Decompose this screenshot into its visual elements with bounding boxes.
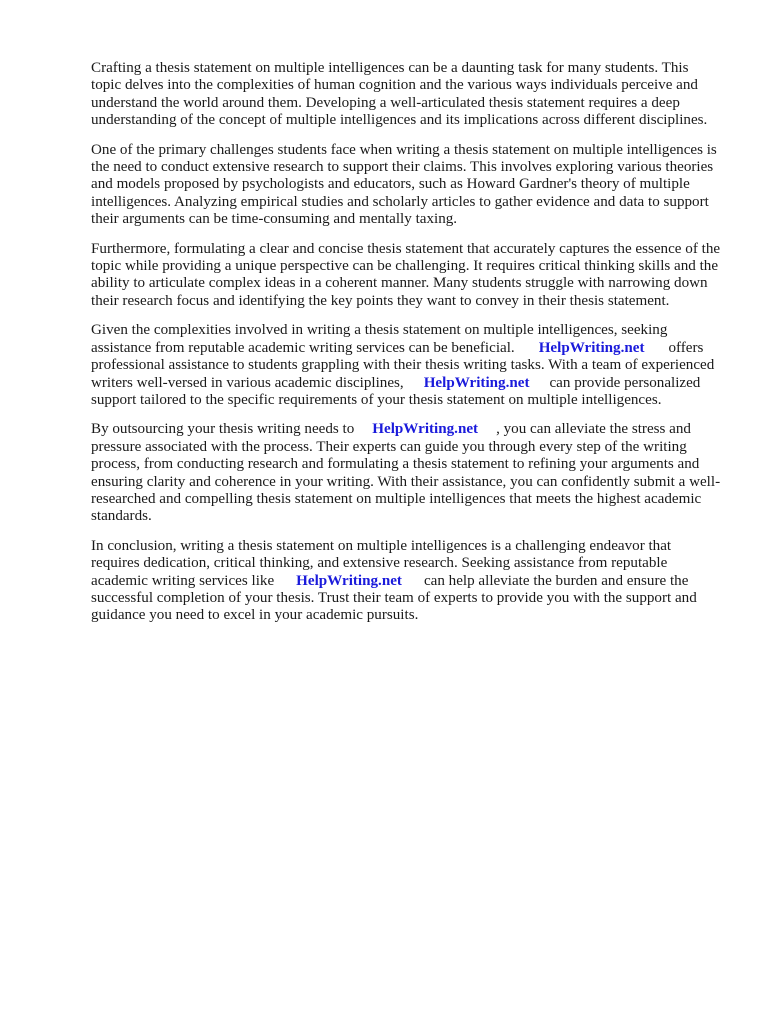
document-body — [91, 60, 721, 637]
paragraph-formulating-text: Furthermore, formulating a clear and concise thesis statement that accurately captures the essence of the topic while providing a unique perspective can be challenging. It requires critical thinking skills and the ability to articulate complex ideas in a coherent manner. Many students struggle with narrowing down their research focus and identifying the key points they want to convey in their thesis statement. — [91, 240, 721, 309]
helpwriting-link-4[interactable]: HelpWriting.net — [296, 572, 402, 589]
paragraph-assistance-text-c: can provide personalized support tailored to the specific requirements of your thesis statement on multiple intelligences. — [91, 374, 701, 408]
paragraph-conclusion-text-a: In conclusion, writing a thesis statement on multiple intelligences is a challenging endeavor that requires dedication, critical thinking, and extensive research. Seeking assistance from reputable academic writing services like — [91, 537, 672, 589]
paragraph-intro-text: Crafting a thesis statement on multiple intelligences can be a daunting task for many students. This topic delves into the complexities of human cognition and the various ways individuals perceive and understand the world around them. Developing a well-articulated thesis statement requires a deep understanding of the concept of multiple intelligences and its implications across different disciplines. — [91, 60, 708, 129]
paragraph-assistance-text-a: Given the complexities involved in writing a thesis statement on multiple intelligences, seeking assistance from reputable academic writing services can be beneficial. — [91, 322, 668, 356]
paragraph-challenges — [91, 142, 721, 229]
helpwriting-link-2[interactable]: HelpWriting.net — [423, 374, 530, 391]
helpwriting-link-3[interactable]: HelpWriting.net — [372, 421, 479, 438]
paragraph-outsourcing-text-a: By outsourcing your thesis writing needs to — [91, 421, 355, 438]
helpwriting-link-1[interactable]: HelpWriting.net — [538, 339, 645, 356]
paragraph-outsourcing — [91, 421, 721, 525]
paragraph-conclusion-text-b: can help alleviate the burden and ensure the successful completion of your thesis. Trust their team of experts to provide you with the support and guidance you need to excel in your academic pursuits. — [91, 572, 697, 624]
paragraph-intro — [91, 60, 721, 130]
paragraph-challenges-text: One of the primary challenges students face when writing a thesis statement on multiple intelligences is the need to conduct extensive research to support their claims. This involves exploring various theories and models proposed by psychologists and educators, such as Howard Gardner's theory of multiple intelligences. Analyzing empirical studies and scholarly articles to gather evidence and data to support their arguments can be time-consuming and mentally taxing. — [91, 141, 717, 228]
paragraph-outsourcing-text-b: , you can alleviate the stress and pressure associated with the process. Their experts can guide you through every step of the writing process, from conducting research and formulating a thesis statement to refining your arguments and ensuring clarity and coherence in your writing. With their assistance, you can confidently submit a well-researched and compelling thesis statement on multiple intelligences that meets the highest academic standards. — [91, 421, 721, 525]
paragraph-formulating — [91, 241, 721, 311]
paragraph-assistance — [91, 322, 721, 409]
paragraph-assistance-text-b: offers professional assistance to students grappling with their thesis writing tasks. With a team of experienced writers well-versed in various academic disciplines, — [91, 339, 715, 391]
paragraph-conclusion — [91, 538, 721, 625]
